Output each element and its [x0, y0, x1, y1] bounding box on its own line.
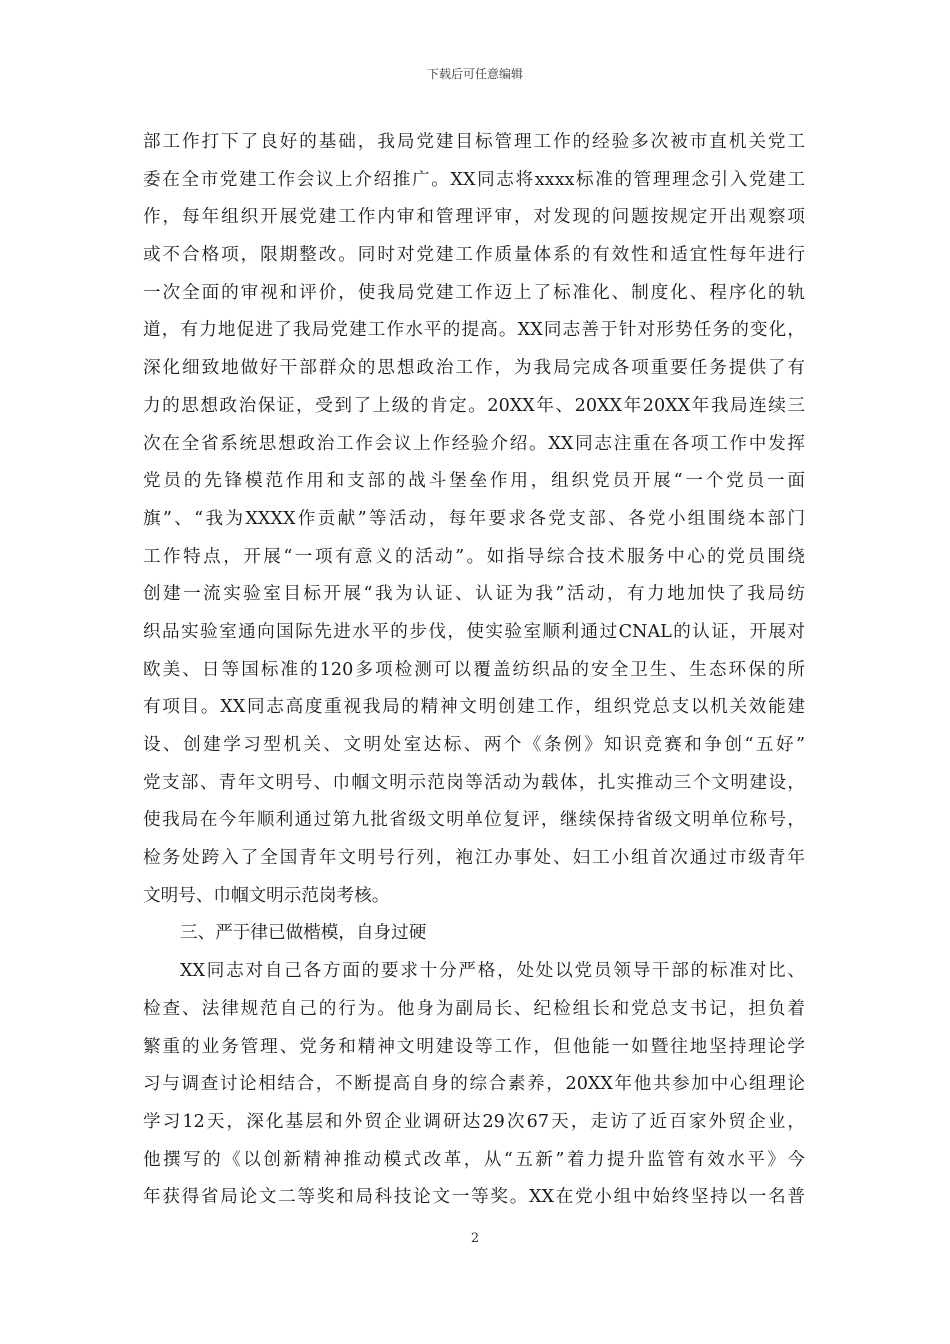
paragraph-2	[143, 953, 805, 1217]
text-line: 作，每年组织开展党建工作内审和管理评审，对发现的问题按规定开出观察项	[143, 207, 805, 228]
document-body	[143, 124, 805, 1217]
section-heading	[143, 915, 805, 953]
text-line: 检务处跨入了全国青年文明号行列，袍江办事处、妇工小组首次通过市级青年	[143, 848, 805, 869]
text-line: XX同志对自己各方面的要求十分严格，处处以党员领导干部的标准对比、	[180, 961, 805, 982]
text-line: 部工作打下了良好的基础，我局党建目标管理工作的经验多次被市直机关党工	[143, 132, 805, 152]
text-line: 工作特点，开展“一项有意义的活动”。如指导综合技术服务中心的党员围绕	[143, 546, 805, 567]
text-line: 繁重的业务管理、党务和精神文明建设等工作，但他能一如暨往地坚持理论学	[143, 1036, 805, 1057]
text-line: 使我局在今年顺利通过第九批省级文明单位复评，继续保持省级文明单位称号，	[143, 810, 805, 831]
text-line: 设、创建学习型机关、文明处室达标、两个《条例》知识竞赛和争创“五好”	[143, 735, 805, 755]
text-line: 委在全市党建工作会议上介绍推广。XX同志将xxxx标准的管理理念引入党建工	[143, 169, 805, 190]
text-line: 欧美、日等国标准的120多项检测可以覆盖纺织品的安全卫生、生态环保的所	[143, 659, 805, 680]
text-line: 三、严于律已做楷模，自身过硬	[180, 923, 427, 944]
text-line: 习与调查讨论相结合，不断提高自身的综合素养，20XX年他共参加中心组理论	[143, 1074, 805, 1095]
text-line: 年获得省局论文二等奖和局科技论文一等奖。XX在党小组中始终坚持以一名普	[143, 1187, 805, 1208]
text-line: 他撰写的《以创新精神推动模式改革，从“五新”着力提升监管有效水平》今	[143, 1149, 805, 1170]
text-line: 创建一流实验室目标开展“我为认证、认证为我”活动，有力地加快了我局纺	[143, 584, 805, 605]
page-number: 2	[470, 1231, 480, 1246]
text-line: 织品实验室通向国际先进水平的步伐，使实验室顺利通过CNAL的认证，开展对	[143, 621, 805, 642]
text-line: 文明号、巾帼文明示范岗考核。	[143, 885, 390, 906]
text-line: 深化细致地做好干部群众的思想政治工作，为我局完成各项重要任务提供了有	[143, 358, 805, 379]
text-line: 学习12天，深化基层和外贸企业调研达29次67天，走访了近百家外贸企业，	[143, 1111, 805, 1132]
text-line: 有项目。XX同志高度重视我局的精神文明创建工作，组织党总支以机关效能建	[143, 697, 805, 718]
text-line: 党员的先锋模范作用和支部的战斗堡垒作用，组织党员开展“一个党员一面	[143, 471, 805, 492]
text-line: 旗”、“我为XXXX作贡献”等活动，每年要求各党支部、各党小组围绕本部门	[143, 508, 805, 529]
paragraph-1	[143, 124, 805, 915]
text-line: 力的思想政治保证，受到了上级的肯定。20XX年、20XX年20XX年我局连续三	[143, 395, 805, 416]
text-line: 或不合格项，限期整改。同时对党建工作质量体系的有效性和适宜性每年进行	[143, 245, 805, 266]
text-line: 道，有力地促进了我局党建工作水平的提高。XX同志善于针对形势任务的变化，	[143, 320, 805, 341]
text-line: 次在全省系统思想政治工作会议上作经验介绍。XX同志注重在各项工作中发挥	[143, 433, 805, 454]
text-line: 检查、法律规范自己的行为。他身为副局长、纪检组长和党总支书记，担负着	[143, 998, 805, 1019]
text-line: 党支部、青年文明号、巾帼文明示范岗等活动为载体，扎实推动三个文明建设，	[143, 772, 805, 793]
text-line: 一次全面的审视和评价，使我局党建工作迈上了标准化、制度化、程序化的轨	[143, 282, 805, 303]
page-header: 下载后可任意编辑	[426, 67, 523, 81]
